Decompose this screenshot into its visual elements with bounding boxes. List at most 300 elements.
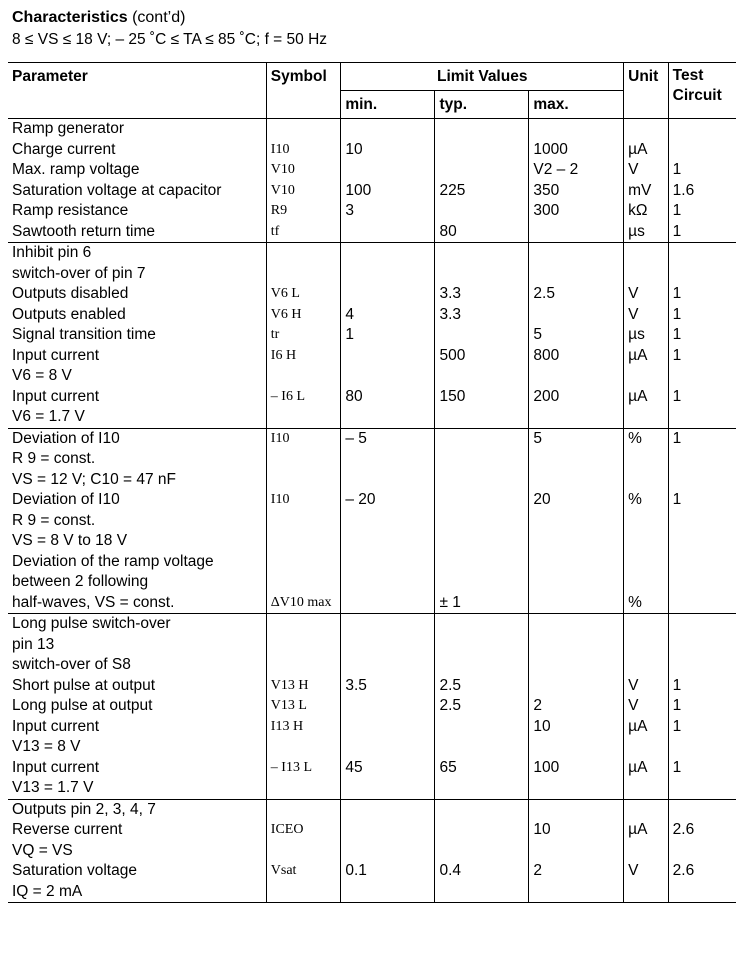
table-cell-line — [439, 882, 528, 903]
table-cell-line: pin 13 — [12, 635, 55, 653]
table-cell-line — [673, 655, 736, 676]
table-cell-line: R9 — [270, 203, 288, 218]
table-cell-line: 3 — [345, 202, 354, 219]
table-cell-line — [533, 222, 623, 243]
table-cell-line — [673, 449, 736, 470]
table-cell-line — [345, 160, 434, 181]
table-cell-line: µA — [628, 387, 648, 405]
table-cell-line — [271, 552, 341, 573]
table-cell-line — [345, 119, 434, 140]
table-cell-line — [673, 119, 736, 140]
test-cell — [668, 799, 736, 903]
table-cell-line: 0.4 — [439, 862, 462, 879]
table-cell-line: – I13 L — [270, 759, 312, 775]
table-cell-line — [673, 407, 736, 428]
table-cell-line — [673, 140, 736, 161]
symbol-cell — [266, 243, 341, 429]
test-cell — [668, 614, 736, 800]
table-cell-line: 1 — [672, 387, 682, 405]
table-cell-line: V10 — [270, 182, 295, 198]
table-cell-line — [271, 366, 341, 387]
symbol-cell — [266, 428, 341, 614]
table-cell-line — [345, 696, 434, 717]
table-cell-line: 5 — [533, 429, 543, 447]
table-cell-line — [271, 243, 341, 264]
table-cell-line: Long pulse switch-over — [12, 615, 171, 632]
table-cell-line: I13 H — [270, 718, 304, 734]
table-cell-line — [533, 635, 623, 656]
table-cell-line — [439, 264, 528, 285]
table-cell-line — [533, 778, 623, 799]
table-cell-line — [673, 511, 736, 532]
table-group — [8, 428, 736, 614]
table-cell-line — [271, 614, 341, 635]
title-main: Characteristics — [12, 9, 128, 26]
table-cell-line — [439, 470, 528, 491]
table-cell-line — [439, 778, 528, 799]
table-cell-line — [673, 737, 736, 758]
table-cell-line — [439, 552, 528, 573]
table-cell-line: 3.3 — [439, 305, 462, 323]
table-cell-line — [345, 264, 434, 285]
table-cell-line: 2.5 — [439, 676, 462, 694]
table-cell-line: Outputs pin 2, 3, 4, 7 — [12, 800, 156, 818]
table-cell-line: 5 — [533, 326, 543, 343]
table-cell-line — [439, 800, 528, 821]
param-cell — [8, 428, 266, 614]
table-cell-line — [673, 778, 736, 799]
table-cell-line: Saturation voltage at capacitor — [12, 181, 222, 199]
table-cell-line: IQ = 2 mA — [12, 882, 83, 900]
table-cell-line — [439, 429, 528, 450]
param-cell — [8, 243, 266, 429]
table-cell-line: 1 — [672, 676, 682, 694]
param-cell — [8, 799, 266, 903]
table-cell-line — [345, 820, 434, 841]
typ-cell — [435, 614, 529, 800]
table-cell-line — [345, 366, 434, 387]
table-cell-line: Long pulse at output — [12, 697, 153, 714]
table-cell-line — [345, 449, 434, 470]
table-cell-line: 1 — [672, 491, 682, 508]
table-cell-line — [628, 470, 668, 491]
col-test-line2: Circuit — [672, 87, 722, 104]
table-cell-line: Signal transition time — [12, 326, 156, 343]
table-cell-line: 800 — [533, 346, 560, 364]
table-cell-line: 80 — [439, 222, 457, 240]
table-cell-line: VS = 8 V to 18 V — [12, 532, 128, 549]
table-cell-line: Reverse current — [12, 821, 123, 838]
table-cell-line: Input current — [12, 387, 100, 405]
table-cell-line — [673, 552, 736, 573]
operating-conditions: 8 ≤ VS ≤ 18 V; – 25 ˚C ≤ TA ≤ 85 ˚C; f = 50 Hz — [12, 31, 328, 48]
table-cell-line — [533, 614, 623, 635]
table-cell-line: 10 — [533, 821, 551, 838]
table-cell-line: Deviation of the ramp voltage — [12, 552, 214, 570]
symbol-cell — [266, 119, 341, 243]
max-cell — [529, 614, 624, 800]
table-cell-line: 1 — [672, 222, 682, 240]
table-cell-line — [439, 140, 528, 161]
table-cell-line — [439, 717, 528, 738]
table-group — [8, 614, 736, 800]
table-cell-line — [673, 531, 736, 552]
min-cell — [341, 119, 435, 243]
table-cell-line: 2 — [533, 697, 543, 714]
table-cell-line: V10 — [270, 162, 295, 177]
table-cell-line — [439, 655, 528, 676]
unit-cell — [624, 119, 669, 243]
max-cell — [529, 799, 624, 903]
table-cell-line — [345, 655, 434, 676]
table-cell-line: % — [628, 593, 642, 611]
table-cell-line — [271, 531, 341, 552]
table-cell-line: Short pulse at output — [12, 676, 156, 694]
col-test-line1: Test — [672, 67, 704, 84]
table-cell-line — [628, 407, 668, 428]
table-cell-line: 1 — [672, 346, 682, 364]
table-cell-line: I10 — [270, 141, 290, 157]
table-cell-line: µs — [628, 326, 645, 343]
typ-cell — [435, 119, 529, 243]
table-cell-line — [628, 264, 668, 285]
table-cell-line: V6 H — [270, 306, 302, 322]
table-cell-line: 0.1 — [345, 862, 367, 879]
table-cell-line: Max. ramp voltage — [12, 161, 140, 178]
table-cell-line — [533, 655, 623, 676]
table-cell-line — [439, 511, 528, 532]
table-cell-line — [628, 655, 668, 676]
table-cell-line: 1.6 — [672, 181, 695, 199]
test-cell — [668, 119, 736, 243]
table-cell-line: 1 — [672, 758, 682, 776]
table-cell-line: I10 — [270, 492, 290, 507]
table-cell-line: Ramp resistance — [12, 202, 129, 219]
table-cell-line — [628, 449, 668, 470]
table-cell-line: V — [628, 676, 639, 694]
table-cell-line — [345, 800, 434, 821]
table-cell-line — [345, 593, 434, 614]
table-cell-line — [673, 366, 736, 387]
table-cell-line — [271, 119, 341, 140]
table-cell-line: 1 — [672, 285, 682, 302]
table-cell-line — [533, 264, 623, 285]
table-cell-line — [628, 800, 668, 821]
table-cell-line — [533, 800, 623, 821]
table-cell-line: 100 — [533, 758, 560, 776]
table-cell-line: 1 — [672, 697, 682, 714]
table-cell-line: Deviation of I10 — [12, 491, 120, 508]
max-cell — [529, 119, 624, 243]
table-cell-line — [673, 593, 736, 614]
table-cell-line — [533, 841, 623, 862]
table-cell-line: V — [628, 161, 639, 178]
table-cell-line — [439, 841, 528, 862]
table-cell-line: 150 — [439, 387, 466, 405]
table-cell-line — [345, 841, 434, 862]
table-cell-line: between 2 following — [12, 573, 149, 590]
table-cell-line: µA — [628, 821, 648, 838]
table-cell-line: V13 = 1.7 V — [12, 779, 94, 796]
table-cell-line — [271, 737, 341, 758]
table-cell-line: 1 — [672, 202, 682, 219]
table-cell-line: 1 — [672, 326, 682, 343]
table-cell-line: 1 — [672, 161, 682, 178]
table-cell-line — [673, 572, 736, 593]
table-cell-line — [345, 407, 434, 428]
table-cell-line — [271, 407, 341, 428]
table-cell-line — [628, 119, 668, 140]
table-cell-line: 1000 — [533, 140, 568, 158]
table-cell-line — [271, 841, 341, 862]
test-cell — [668, 243, 736, 429]
table-cell-line — [673, 243, 736, 264]
table-cell-line — [628, 572, 668, 593]
typ-cell — [435, 243, 529, 429]
table-cell-line — [345, 552, 434, 573]
table-cell-line — [345, 882, 434, 903]
test-cell — [668, 428, 736, 614]
table-cell-line: Saturation voltage — [12, 862, 137, 879]
table-cell-line: 2.6 — [672, 821, 695, 838]
table-cell-line — [439, 366, 528, 387]
table-cell-line — [271, 264, 341, 285]
table-cell-line — [439, 243, 528, 264]
table-cell-line: V — [628, 697, 639, 714]
table-cell-line — [271, 882, 341, 903]
table-cell-line — [628, 882, 668, 903]
unit-cell — [624, 614, 669, 800]
table-cell-line — [533, 531, 623, 552]
col-min: min. — [341, 91, 435, 119]
table-cell-line — [628, 737, 668, 758]
table-cell-line: 2 — [533, 862, 543, 879]
table-cell-line: – I6 L — [270, 388, 305, 404]
table-cell-line — [439, 737, 528, 758]
table-cell-line — [345, 737, 434, 758]
table-cell-line — [271, 449, 341, 470]
table-cell-line: Input current — [12, 717, 100, 735]
table-cell-line: ΔV10 max — [270, 594, 332, 610]
table-cell-line: V2 – 2 — [533, 161, 579, 178]
table-cell-line: – 20 — [345, 491, 376, 508]
table-cell-line: 1 — [672, 429, 682, 447]
table-cell-line — [345, 470, 434, 491]
max-cell — [529, 428, 624, 614]
table-cell-line — [439, 531, 528, 552]
table-cell-line: switch-over of S8 — [12, 656, 131, 673]
table-cell-line: kΩ — [628, 202, 648, 219]
table-cell-line — [533, 407, 623, 428]
table-cell-line — [533, 243, 623, 264]
table-cell-line — [628, 778, 668, 799]
table-cell-line: Charge current — [12, 140, 116, 158]
table-body — [8, 119, 736, 903]
table-cell-line: ICEO — [270, 822, 304, 837]
table-cell-line: Inhibit pin 6 — [12, 244, 92, 261]
table-cell-line: tf — [270, 223, 280, 239]
table-cell-line: Deviation of I10 — [12, 429, 120, 447]
table-cell-line — [345, 635, 434, 656]
table-cell-line — [533, 552, 623, 573]
table-cell-line: 2.6 — [672, 862, 695, 879]
table-cell-line: V — [628, 305, 639, 323]
table-cell-line: 1 — [345, 326, 354, 343]
table-cell-line — [271, 635, 341, 656]
table-cell-line: Sawtooth return time — [12, 222, 156, 240]
table-cell-line: 2.5 — [533, 285, 555, 302]
col-unit: Unit — [624, 63, 669, 119]
table-cell-line — [439, 820, 528, 841]
page-title — [12, 8, 185, 28]
table-cell-line — [628, 366, 668, 387]
table-cell-line — [628, 531, 668, 552]
table-cell-line: half-waves, VS = const. — [12, 593, 175, 611]
table-cell-line — [673, 264, 736, 285]
table-cell-line — [271, 778, 341, 799]
table-cell-line: 350 — [533, 181, 560, 199]
table-cell-line — [533, 676, 623, 697]
table-cell-line — [439, 201, 528, 222]
table-cell-line — [439, 325, 528, 346]
unit-cell — [624, 799, 669, 903]
table-cell-line: Input current — [12, 758, 100, 776]
table-cell-line: 45 — [345, 758, 363, 776]
table-cell-line: V6 = 8 V — [12, 367, 72, 384]
table-cell-line — [345, 222, 434, 243]
table-cell-line: 100 — [345, 181, 372, 199]
table-cell-line — [345, 511, 434, 532]
table-cell-line: 2.5 — [439, 697, 462, 714]
min-cell — [341, 799, 435, 903]
table-cell-line: 65 — [439, 758, 457, 776]
table-cell-line: V13 L — [270, 698, 307, 713]
table-cell-line — [271, 470, 341, 491]
table-cell-line — [628, 635, 668, 656]
table-cell-line — [673, 635, 736, 656]
table-cell-line — [439, 572, 528, 593]
table-cell-line: VS = 12 V; C10 = 47 nF — [12, 470, 176, 488]
table-cell-line — [628, 511, 668, 532]
unit-cell — [624, 243, 669, 429]
table-cell-line — [271, 655, 341, 676]
table-cell-line: 80 — [345, 387, 363, 405]
table-cell-line — [533, 449, 623, 470]
table-cell-line: 4 — [345, 305, 354, 323]
table-group — [8, 119, 736, 243]
table-cell-line — [345, 346, 434, 367]
table-cell-line — [345, 531, 434, 552]
table-cell-line: tr — [270, 327, 280, 342]
table-cell-line: Ramp generator — [12, 120, 125, 137]
table-cell-line — [345, 717, 434, 738]
table-cell-line: V — [628, 862, 639, 879]
table-cell-line: 1 — [672, 305, 682, 323]
col-typ: typ. — [435, 91, 529, 119]
min-cell — [341, 243, 435, 429]
table-cell-line — [271, 572, 341, 593]
table-cell-line — [533, 366, 623, 387]
table-cell-line — [439, 407, 528, 428]
symbol-cell — [266, 614, 341, 800]
col-symbol: Symbol — [266, 63, 341, 119]
table-cell-line — [533, 737, 623, 758]
table-cell-line — [345, 284, 434, 305]
table-cell-line: % — [628, 429, 642, 447]
table-cell-line: I10 — [270, 430, 290, 446]
table-cell-line: 500 — [439, 346, 466, 364]
unit-cell — [624, 428, 669, 614]
table-group — [8, 799, 736, 903]
symbol-cell — [266, 799, 341, 903]
typ-cell — [435, 428, 529, 614]
table-cell-line — [533, 511, 623, 532]
table-cell-line: µA — [628, 346, 648, 364]
min-cell — [341, 428, 435, 614]
table-cell-line: V6 L — [270, 286, 300, 301]
table-group — [8, 243, 736, 429]
table-cell-line — [673, 841, 736, 862]
table-cell-line: µs — [628, 222, 645, 240]
table-cell-line: V — [628, 285, 639, 302]
table-cell-line: Input current — [12, 346, 100, 364]
table-cell-line: µA — [628, 717, 648, 735]
col-max: max. — [529, 91, 624, 119]
param-cell — [8, 614, 266, 800]
table-cell-line — [439, 490, 528, 511]
table-cell-line — [673, 614, 736, 635]
col-limit-values: Limit Values — [341, 63, 624, 91]
col-test-circuit — [668, 63, 736, 119]
table-cell-line — [628, 552, 668, 573]
table-cell-line: 300 — [533, 202, 560, 219]
table-cell-line — [439, 119, 528, 140]
table-cell-line: % — [628, 491, 642, 508]
table-cell-line — [533, 119, 623, 140]
table-cell-line: Vsat — [270, 863, 297, 878]
table-cell-line: 3.5 — [345, 676, 367, 694]
table-cell-line: Outputs disabled — [12, 285, 129, 302]
table-cell-line: µA — [628, 140, 648, 158]
table-cell-line — [533, 470, 623, 491]
table-cell-line — [439, 160, 528, 181]
table-cell-line: 20 — [533, 491, 551, 508]
table-cell-line — [439, 635, 528, 656]
table-cell-line — [533, 572, 623, 593]
table-cell-line: VQ = VS — [12, 841, 73, 859]
max-cell — [529, 243, 624, 429]
table-cell-line: – 5 — [345, 429, 367, 447]
min-cell — [341, 614, 435, 800]
table-cell-line — [628, 243, 668, 264]
table-cell-line — [628, 614, 668, 635]
table-cell-line: 10 — [345, 140, 363, 158]
table-cell-line: µA — [628, 758, 648, 776]
table-cell-line — [533, 305, 623, 326]
table-cell-line: 200 — [533, 387, 560, 405]
table-cell-line — [439, 614, 528, 635]
table-cell-line: 10 — [533, 717, 551, 735]
table-cell-line — [533, 882, 623, 903]
table-cell-line — [673, 470, 736, 491]
table-cell-line: Outputs enabled — [12, 305, 126, 323]
table-cell-line — [271, 511, 341, 532]
table-cell-line: V13 H — [270, 677, 309, 693]
table-cell-line: I6 H — [270, 347, 297, 363]
table-cell-line: R 9 = const. — [12, 511, 96, 529]
typ-cell — [435, 799, 529, 903]
table-cell-line: switch-over of pin 7 — [12, 264, 146, 282]
